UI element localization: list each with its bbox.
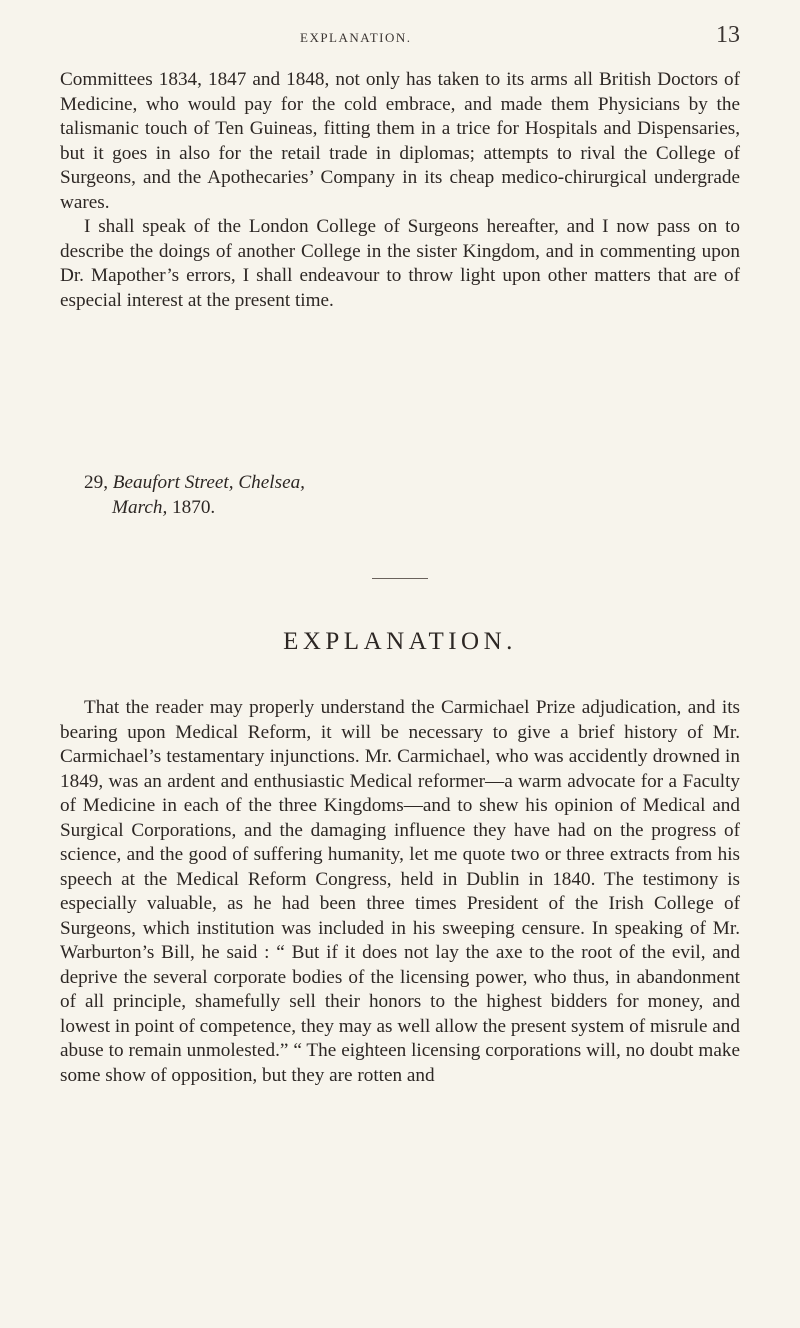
street-number: 29, bbox=[84, 472, 108, 493]
paragraph-committees: Committees 1834, 1847 and 1848, not only has taken to its arms all British Doctors of Medicine, who would pay for the cold embrace, and made them Physicians by the talismanic touch of Ten Guineas, fitting them in a trice for Hospitals and Dispensaries, but it goes in also for the retail trade in diplomas; attempts to rival the College of Surgeons, and the Apothecaries’ Company in its cheap medico-chirurgical undergrade wares. bbox=[60, 69, 740, 213]
signoff-line-date bbox=[84, 495, 684, 520]
street-name: Beaufort Street, Chelsea, bbox=[112, 472, 305, 493]
intro-text bbox=[60, 68, 740, 313]
page-number: 13 bbox=[716, 22, 740, 48]
running-head bbox=[0, 22, 800, 48]
signoff-line-street bbox=[84, 470, 684, 495]
section-heading: EXPLANATION. bbox=[283, 628, 517, 655]
date-year: 1870. bbox=[172, 497, 216, 518]
paragraph-explanation: That the reader may properly understand the Carmichael Prize adjudication, and its bearing upon Medical Reform, it will be necessary to give a brief history of Mr. Carmichael’s testamentary injunctions. Mr. Carmichael, who was accidently drowned in 1849, was an ardent and enthusiastic Medical reformer—a warm advocate for a Faculty of Medicine in each of the three Kingdoms—and to shew his opinion of Medical and Surgical Corporations, and the damaging influence they have had on the progress of science, and the good of suffering humanity, let me quote two or three extracts from his speech at the Medical Reform Congress, held in Dublin in 1840. The testimony is especially valuable, as he had been three times President of the Irish College of Surgeons, which institution was included in his sweeping censure. In speaking of Mr. Warburton’s Bill, he said : “ But if it does not lay the axe to the root of the evil, and deprive the several corporate bodies of the licensing power, who thus, in abandonment of all principle, shamefully sell their honors to the highest bidders for money, and lowest in point of competence, they may as well allow the present system of misrule and abuse to remain unmolested.” “ The eighteen licensing corporations will, no doubt make some show of opposition, but they are rotten and bbox=[60, 697, 740, 1086]
date-month: March, bbox=[112, 497, 168, 518]
signoff-address bbox=[84, 470, 684, 520]
running-title: EXPLANATION. bbox=[300, 30, 412, 45]
paragraph-london-college: I shall speak of the London College of Surgeons hereafter, and I now pass on to describe the doings of another College in the sister Kingdom, and in commenting upon Dr. Mapother’s errors, I shall endeavour to throw light upon other matters that are of especial interest at the present time. bbox=[60, 216, 740, 311]
section-divider bbox=[372, 578, 428, 579]
explanation-text bbox=[60, 696, 740, 1088]
